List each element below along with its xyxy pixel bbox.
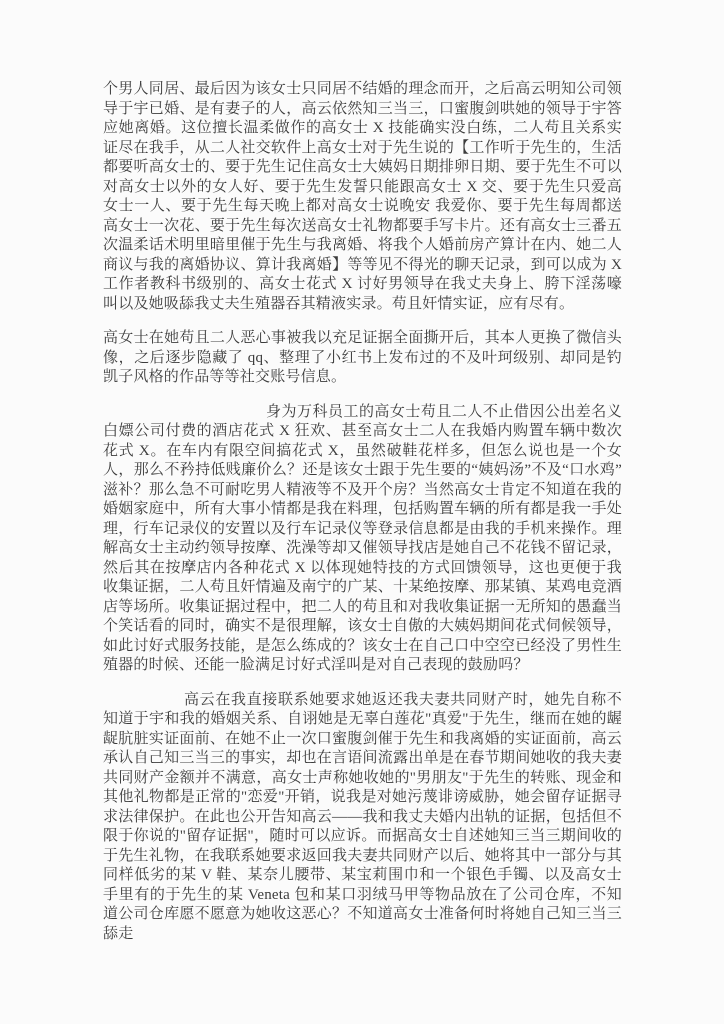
paragraph-3: 身为万科员工的高女士苟且二人不止借因公出差名义白嫖公司付费的酒店花式 X 狂欢、甚至高女士二人在我婚内购置车辆中数次花式 X。在车内有限空间搞花式 X，虽然破鞋花样多，但怎么说也是一个女人，那么不矜持低贱廉价么？还是该女士跟于先生要的“姨妈汤”不及“口水鸡”滋补？那么急不可耐吃男人精液等不及开个房？当然高女士肯定不知道在我的婚姻家庭中，所有大事小情都是我在料理，包括购置车辆的所有都是我一手处理，行车记录仪的安置以及行车记录仪等登录信息都是由我的手机来操作。理解高女士主动约领导按摩、洗澡等却又催领导找店是她自己不花钱不留记录，然后其在按摩店内各种花式 X 以体现她特技的方式回馈领导，这也更便于我收集证据，二人苟且奸情遍及南宁的广某、十某绝按摩、那某镇、某鸡电竞酒店等场所。收集证据过程中，把二人的苟且和对我收集证据一无所知的愚蠢当个笑话看的同时，确实不是很理解，该女士自傲的大姨妈期间花式伺候领导，如此讨好式服务技能，是怎么练成的？该女士在自己口中空空已经没了男性生殖器的时候、还能一脸满足讨好式淫叫是对自己表现的鼓励吗？: [103, 403, 622, 673]
paragraph-4: 高云在我直接联系她要求她返还我夫妻共同财产时，她先自称不知道于宇和我的婚姻关系、自诩她是无辜白莲花"真爱"于先生，继而在她的龌龊肮脏实证面前、在她不止一次口蜜腹剑催于先生和我离婚的实证面前，高云承认自己知三当三的事实，却也在言语间流露出单是在春节期间她收的我夫妻共同财产金额并不满意，高女士声称她收她的"男朋友"于先生的转账、现金和其他礼物都是正常的"恋爱"开销，说我是对她污蔑诽谤威胁，她会留存证据寻求法律保护。在此也公开告知高云——我和我丈夫婚内出轨的证据，包括但不限于你说的"留存证据"，随时可以应诉。而据高女士自述她知三当三期间收的于先生礼物，在我联系她要求返回我夫妻共同财产以后、她将其中一部分与其同样低劣的某 V 鞋、某奈儿腰带、某宝莉围巾和一个银色手镯、以及高女士手里有的于先生的某 Veneta 包和某口羽绒马甲等物品放在了公司仓库，不知道公司仓库愿不愿意为她收这恶心？不知道高女士准备何时将她自己知三当三舔走: [103, 691, 622, 942]
text-content: [103, 80, 622, 944]
paragraph-2: 高女士在她苟且二人恶心事被我以充足证据全面撕开后，其本人更换了微信头像，之后逐步隐藏了 qq、整理了小红书上发布过的不及叶珂级别、却同是钓凯子风格的作品等等社交账号信息。: [103, 330, 622, 385]
paragraph-1: 个男人同居、最后因为该女士只同居不结婚的理念而开，之后高云明知公司领导于宇已婚、是有妻子的人，高云依然知三当三，口蜜腹剑哄她的领导于宇答应她离婚。这位擅长温柔做作的高女士 X 技能确实没白练，二人苟且关系实证尽在我手，从二人社交软件上高女士对于先生说的【工作听于先生的，生活都要听高女士的、要于先生记住高女士大姨妈日期排卵日期、要于先生不可以对高女士以外的女人好、要于先生发誓只能跟高女士 X 交、要于先生只爱高女士一人、要于先生每天晚上都对高女士说晚安 我爱你、要于先生每周都送高女士一次花、要于先生每次送高女士礼物都要手写卡片。还有高女士三番五次温柔话术明里暗里催于先生与我离婚、将我个人婚前房产算计在内、她二人商议与我的离婚协议、算计我离婚】等等见不得光的聊天记录，到可以成为 X 工作者教科书级别的、高女士花式 X 讨好男领导在我丈夫身上、胯下淫荡嚎叫以及她吸舔我丈夫生殖器吞其精液实录。苟且奸情实证，应有尽有。: [103, 81, 622, 312]
